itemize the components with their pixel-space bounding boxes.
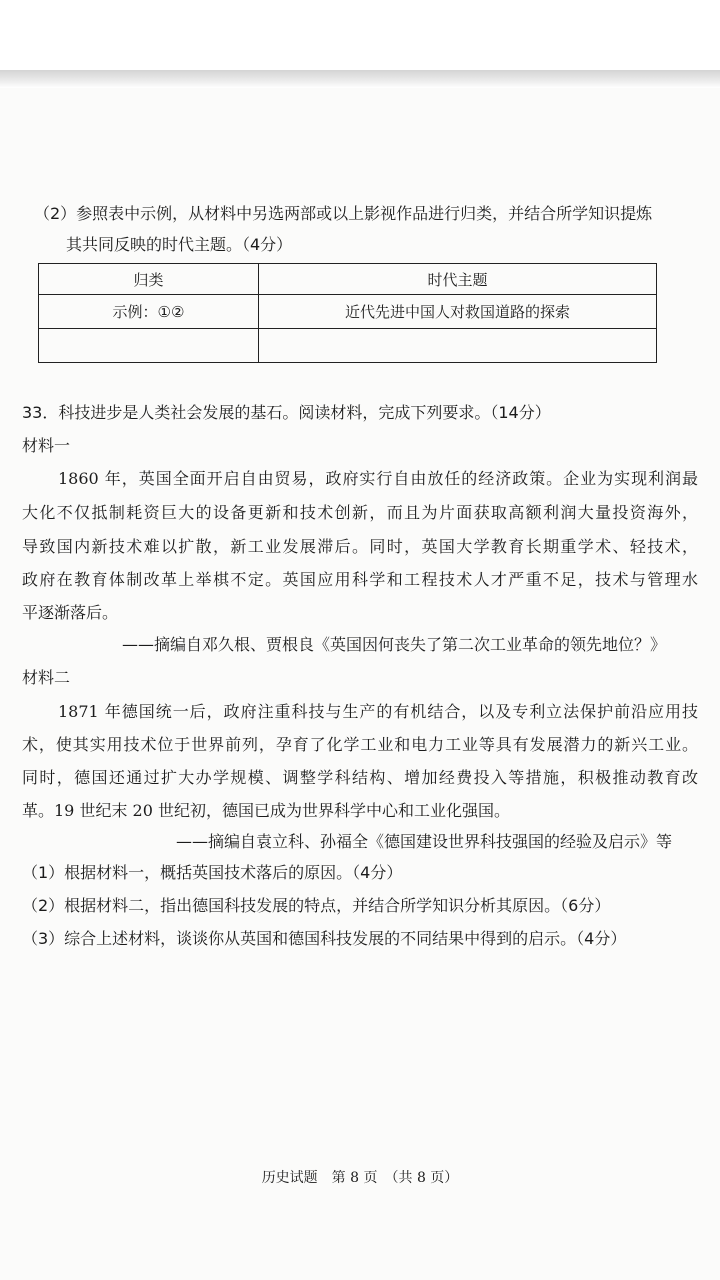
top-bar	[0, 0, 720, 88]
page-footer: 历史试题 第 8 页 （共 8 页）	[261, 1170, 459, 1186]
top-bar-shadow	[0, 70, 720, 88]
material1-line5: 平逐渐落后。	[22, 603, 119, 622]
q32-part2-line1: （2）参照表中示例，从材料中另选两部或以上影视作品进行归类，并结合所学知识提炼	[34, 204, 653, 223]
table-cell-answer-theme	[259, 329, 657, 363]
table-cell-example-theme: 近代先进中国人对救国道路的探索	[259, 295, 657, 329]
material1-line3: 导致国内新技术难以扩散，新工业发展滞后。同时，英国大学教育长期重学术、轻技术，	[22, 537, 698, 556]
q33-subquestion-1: （1）根据材料一，概括英国技术落后的原因。（4分）	[22, 863, 403, 882]
material2-label: 材料二	[22, 668, 71, 687]
classification-table	[38, 263, 657, 363]
material2-source: ——摘编自袁立科、孙福全《德国建设世界科技强国的经验及启示》等	[175, 832, 672, 851]
table-cell-answer-category	[39, 329, 259, 363]
table-cell-example-category: 示例：①②	[39, 295, 259, 329]
material2-line1: 1871 年德国统一后，政府注重科技与生产的有机结合，以及专利立法保护前沿应用技	[58, 702, 698, 721]
q33-subquestion-2: （2）根据材料二，指出德国科技发展的特点，并结合所学知识分析其原因。（6分）	[22, 896, 611, 915]
material1-line1: 1860 年，英国全面开启自由贸易，政府实行自由放任的经济政策。企业为实现利润最	[58, 469, 698, 488]
material2-line2: 术，使其实用技术位于世界前列，孕育了化学工业和电力工业等具有发展潜力的新兴工业。	[22, 735, 698, 754]
q32-part2-line2: 其共同反映的时代主题。（4分）	[66, 235, 293, 254]
material1-line4: 政府在教育体制改革上举棋不定。英国应用科学和工程技术人才严重不足，技术与管理水	[22, 570, 698, 589]
material1-source: ——摘编自邓久根、贾根良《英国因何丧失了第二次工业革命的领先地位？》	[121, 635, 666, 654]
table-header-category: 归类	[39, 264, 259, 295]
material2-line4: 革。19 世纪末 20 世纪初，德国已成为世界科学中心和工业化强国。	[22, 801, 510, 820]
q33-title: 33．科技进步是人类社会发展的基石。阅读材料，完成下列要求。（14分）	[22, 403, 551, 422]
q33-subquestion-3: （3）综合上述材料，谈谈你从英国和德国科技发展的不同结果中得到的启示。（4分）	[22, 929, 627, 948]
material1-line2: 大化不仅抵制耗资巨大的设备更新和技术创新，而且为片面获取高额利润大量投资海外，	[22, 503, 698, 522]
table-header-theme: 时代主题	[259, 264, 657, 295]
material1-label: 材料一	[22, 436, 71, 455]
material2-line3: 同时，德国还通过扩大办学规模、调整学科结构、增加经费投入等措施，积极推动教育改	[22, 768, 698, 787]
